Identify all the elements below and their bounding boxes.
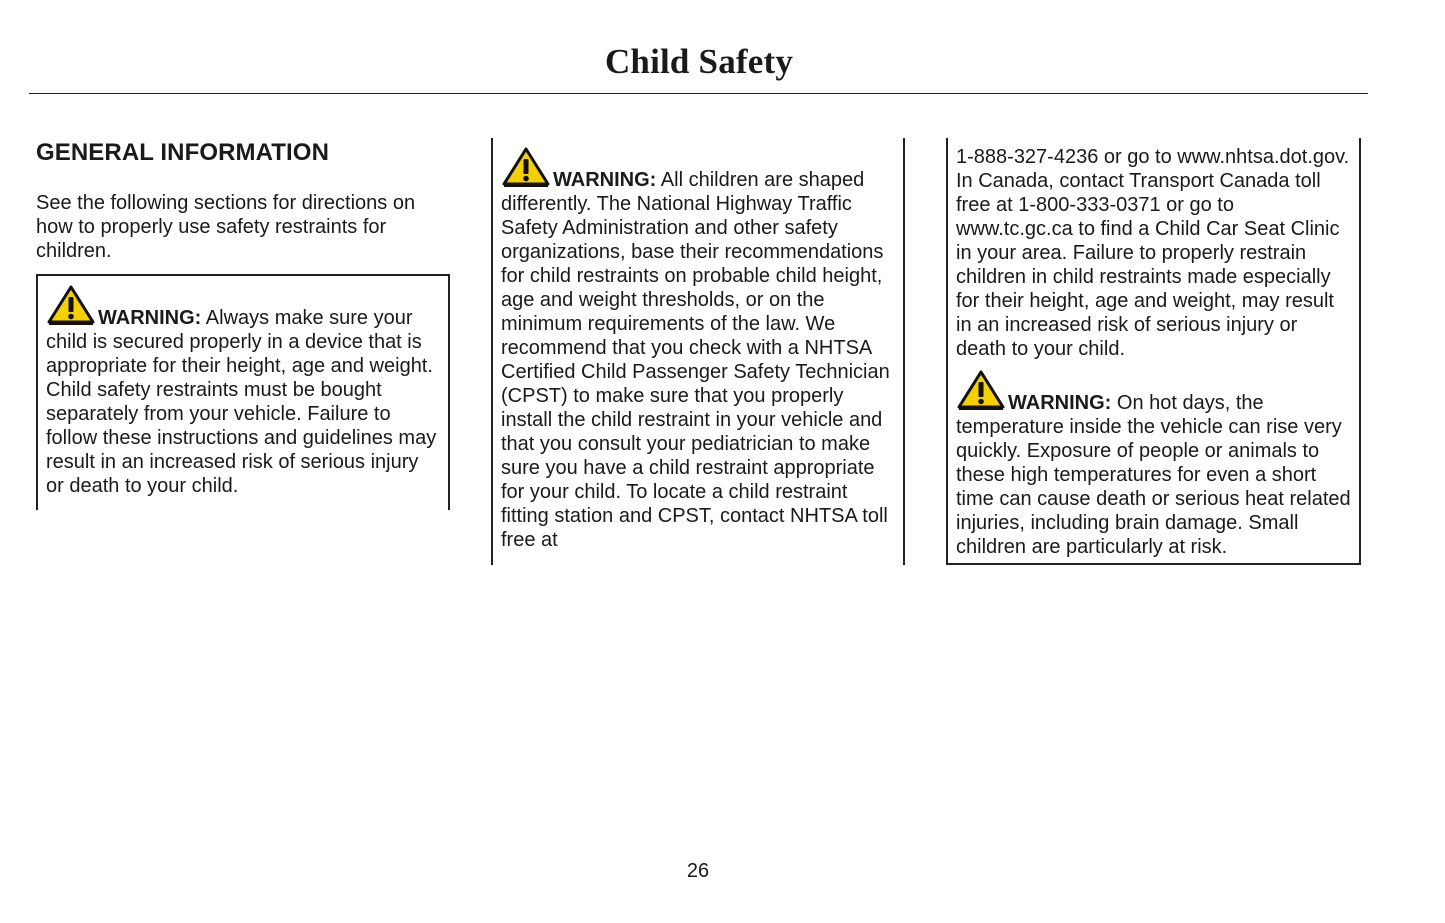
warning-text: All children are shaped differently. The National Highway Traffic Safety Administration and other safety organizations, base their recommendations for child restraints on probable child height, age and weight thresholds, or on the minimum requirements of the law. We recommend that you check with a NHTSA Certified Child Passenger Safety Technician (CPST) to make sure that you properly install the child restraint in your vehicle and that you consult your pediatrician to make sure you have a child restraint appropriate for your child. To locate a child restraint fitting station and CPST, contact NHTSA toll free at xyxy=(501,169,890,551)
warning-box-2 xyxy=(491,138,905,565)
warning-triangle-icon xyxy=(956,369,1006,413)
warning-paragraph xyxy=(956,369,1351,559)
warning-label: WARNING: xyxy=(553,169,657,191)
warning-continuation-text: 1-888-327-4236 or go to www.nhtsa.dot.gov. In Canada, contact Transport Canada toll free at 1-800-333-0371 or go to www.tc.gc.ca to find a Child Car Seat Clinic in your area. Failure to properly restrain children in child restraints made especially for their height, age and weight, may result in an increased risk of serious injury or death to your child. xyxy=(956,146,1350,360)
warning-paragraph xyxy=(46,284,440,498)
page-title: Child Safety xyxy=(604,42,794,81)
page-number: 26 xyxy=(686,860,710,882)
warning-text: On hot days, the temperature inside the vehicle can rise very quickly. Exposure of people or animals to these high temperatures for even a short time can cause death or serious heat related injuries, including brain damage. Small children are particularly at risk. xyxy=(956,392,1351,558)
section-heading: GENERAL INFORMATION xyxy=(36,139,330,166)
warning-box-3 xyxy=(946,138,1361,565)
warning-paragraph xyxy=(501,146,895,552)
warning-text: Always make sure your child is secured properly in a device that is appropriate for their height, age and weight. Child safety restraints must be bought separately from your vehicle. Failure to follow these instructions and guidelines may result in an increased risk of serious injury or death to your child. xyxy=(46,307,437,497)
warning-triangle-icon xyxy=(46,284,96,328)
intro-paragraph: See the following sections for directions on how to properly use safety restraints for children. xyxy=(36,192,416,262)
title-divider xyxy=(29,93,1368,94)
paragraph-gap xyxy=(956,361,1351,369)
warning-triangle-icon xyxy=(501,146,551,190)
warning-label: WARNING: xyxy=(98,307,202,329)
warning-label: WARNING: xyxy=(1008,392,1112,414)
warning-box-1 xyxy=(36,274,450,510)
